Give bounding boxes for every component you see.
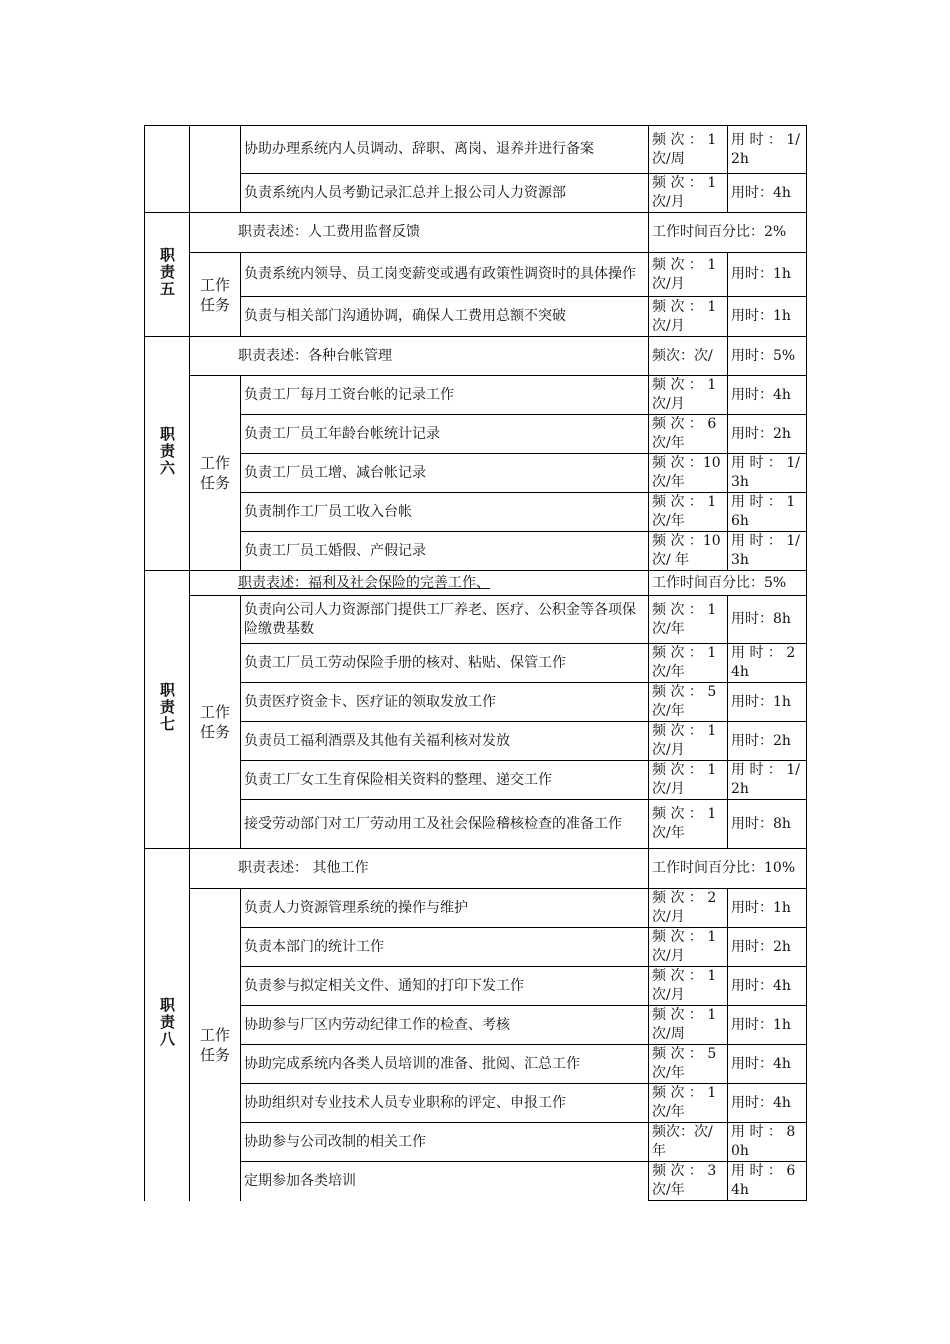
work-task-label	[190, 596, 241, 849]
duty-label-blank	[145, 126, 190, 213]
task-cell: 负责参与拟定相关文件、通知的打印下发工作	[241, 967, 649, 1006]
task-cell: 负责系统内领导、员工岗变薪变或遇有政策性调资时的具体操作	[241, 253, 649, 297]
time-cell: 用时：8h	[728, 596, 807, 644]
task-cell: 负责制作工厂员工收入台帐	[241, 493, 649, 532]
time-cell: 用时：4h	[728, 376, 807, 415]
table-row	[145, 1123, 807, 1162]
time-cell: 用时：4h	[728, 174, 807, 213]
frequency-cell: 频 次 ： 1次/年	[649, 800, 728, 849]
frequency-cell: 频 次 ： 1次/月	[649, 253, 728, 297]
time-cell: 用时：1h	[728, 889, 807, 928]
frequency-cell: 频 次 ： 5次/年	[649, 1045, 728, 1084]
duty-description: 职责表述：各种台帐管理	[190, 337, 649, 376]
table-row	[145, 1084, 807, 1123]
task-cell: 负责工厂员工年龄台帐统计记录	[241, 415, 649, 454]
table-row	[145, 532, 807, 571]
task-cell: 协助参与公司改制的相关工作	[241, 1123, 649, 1162]
work-time-ratio: 工作时间百分比：2%	[649, 213, 807, 253]
time-cell: 用时：1h	[728, 297, 807, 337]
task-cell: 负责系统内人员考勤记录汇总并上报公司人力资源部	[241, 174, 649, 213]
table-row	[145, 967, 807, 1006]
time-cell: 用时：2h	[728, 928, 807, 967]
work-task-label-text: 工作任务	[199, 1025, 230, 1064]
time-cell: 用时：1h	[728, 683, 807, 722]
table-row	[145, 415, 807, 454]
task-cell: 定期参加各类培训	[241, 1162, 649, 1201]
work-time-ratio: 工作时间百分比：10%	[649, 849, 807, 889]
frequency-cell: 频 次 ： 3次/年	[649, 1162, 728, 1201]
time-cell: 用时：1h	[728, 1006, 807, 1045]
frequency-cell: 频 次 ： 1次/月	[649, 928, 728, 967]
table-row	[145, 800, 807, 849]
time-cell: 用 时 ： 64h	[728, 1162, 807, 1201]
task-cell: 负责医疗资金卡、医疗证的领取发放工作	[241, 683, 649, 722]
frequency-cell: 频 次 ： 1次/年	[649, 1084, 728, 1123]
task-cell: 负责工厂女工生育保险相关资料的整理、递交工作	[241, 761, 649, 800]
work-time-ratio: 工作时间百分比：5%	[649, 571, 807, 596]
time-cell: 用 时 ： 1/3h	[728, 532, 807, 571]
time-cell: 用时：8h	[728, 800, 807, 849]
time-cell: 用时：1h	[728, 253, 807, 297]
duty-description: 职责表述：福利及社会保险的完善工作、	[190, 571, 649, 596]
duty-label	[145, 337, 190, 571]
frequency-cell: 频 次 ：10次/ 年	[649, 532, 728, 571]
frequency-cell: 频 次 ： 1次/月	[649, 722, 728, 761]
time-cell: 用 时 ： 80h	[728, 1123, 807, 1162]
duty-time: 用时：5%	[728, 337, 807, 376]
task-cell: 协助组织对专业技术人员专业职称的评定、申报工作	[241, 1084, 649, 1123]
task-cell: 接受劳动部门对工厂劳动用工及社会保险稽核检查的准备工作	[241, 800, 649, 849]
duty-description-row	[145, 849, 807, 889]
task-cell: 负责工厂员工婚假、产假记录	[241, 532, 649, 571]
frequency-cell: 频 次 ： 5次/年	[649, 683, 728, 722]
task-cell: 负责员工福利酒票及其他有关福利核对发放	[241, 722, 649, 761]
time-cell: 用 时 ： 16h	[728, 493, 807, 532]
work-task-label	[190, 253, 241, 337]
table-row	[145, 174, 807, 213]
task-cell: 协助参与厂区内劳动纪律工作的检查、考核	[241, 1006, 649, 1045]
duty-frequency: 频次：次/	[649, 337, 728, 376]
frequency-cell: 频 次 ： 1次/月	[649, 761, 728, 800]
duty-label-text: 职责五	[158, 246, 176, 298]
task-cell: 协助完成系统内各类人员培训的准备、批阅、汇总工作	[241, 1045, 649, 1084]
work-task-label-text: 工作任务	[199, 703, 230, 741]
duty-description: 职责表述：人工费用监督反馈	[190, 213, 649, 253]
table-row	[145, 454, 807, 493]
task-cell: 负责与相关部门沟通协调，确保人工费用总额不突破	[241, 297, 649, 337]
time-cell: 用 时 ： 1/3h	[728, 454, 807, 493]
frequency-cell: 频 次 ： 1次/月	[649, 297, 728, 337]
work-task-label-text: 工作任务	[199, 454, 230, 492]
task-cell: 负责本部门的统计工作	[241, 928, 649, 967]
table-row	[145, 928, 807, 967]
table-row	[145, 493, 807, 532]
table-row	[145, 126, 807, 174]
frequency-cell: 频 次 ： 1次/月	[649, 967, 728, 1006]
frequency-cell: 频 次 ： 1次/年	[649, 493, 728, 532]
frequency-cell: 频 次 ： 1次/月	[649, 174, 728, 213]
frequency-cell: 频 次 ： 1次/周	[649, 126, 728, 174]
time-cell: 用时：4h	[728, 967, 807, 1006]
frequency-cell: 频 次 ： 1次/年	[649, 596, 728, 644]
table-row	[145, 1006, 807, 1045]
work-task-label	[190, 889, 241, 1201]
duty-label	[145, 213, 190, 337]
frequency-cell: 频 次 ： 1次/月	[649, 376, 728, 415]
duty-label-text: 职责八	[158, 996, 176, 1048]
task-cell: 负责工厂每月工资台帐的记录工作	[241, 376, 649, 415]
table-row	[145, 644, 807, 683]
time-cell: 用时：2h	[728, 415, 807, 454]
table-row	[145, 1162, 807, 1201]
duty-label	[145, 571, 190, 849]
table-row	[145, 722, 807, 761]
duty-table	[144, 125, 807, 1201]
task-cell: 负责人力资源管理系统的操作与维护	[241, 889, 649, 928]
duty-description-row	[145, 213, 807, 253]
duty-label	[145, 849, 190, 1201]
frequency-cell: 频 次 ： 1次/周	[649, 1006, 728, 1045]
time-cell: 用 时 ： 1/2h	[728, 761, 807, 800]
frequency-cell: 频 次 ： 2次/月	[649, 889, 728, 928]
duty-label-text: 职责七	[158, 681, 176, 733]
table-row	[145, 1045, 807, 1084]
duty-description-row	[145, 571, 807, 596]
task-cell: 协助办理系统内人员调动、辞职、离岗、退养并进行备案	[241, 126, 649, 174]
duty-description: 职责表述： 其他工作	[190, 849, 649, 889]
frequency-cell: 频 次 ： 1次/年	[649, 644, 728, 683]
table-row	[145, 253, 807, 297]
table-row	[145, 761, 807, 800]
task-cell: 负责工厂员工劳动保险手册的核对、粘贴、保管工作	[241, 644, 649, 683]
table-row	[145, 376, 807, 415]
duty-description-row	[145, 337, 807, 376]
time-cell: 用 时 ： 24h	[728, 644, 807, 683]
table-row	[145, 889, 807, 928]
duty-label-text: 职责六	[158, 425, 176, 477]
table-row	[145, 683, 807, 722]
time-cell: 用时：4h	[728, 1045, 807, 1084]
table-row	[145, 297, 807, 337]
task-cell: 负责工厂员工增、减台帐记录	[241, 454, 649, 493]
work-task-label	[190, 376, 241, 571]
table-row	[145, 596, 807, 644]
work-label-blank	[190, 126, 241, 213]
task-cell: 负责向公司人力资源部门提供工厂养老、医疗、公积金等各项保险缴费基数	[241, 596, 649, 644]
frequency-cell: 频 次 ：10次/年	[649, 454, 728, 493]
frequency-cell: 频 次 ： 6次/年	[649, 415, 728, 454]
work-task-label-text: 工作任务	[199, 275, 230, 314]
time-cell: 用时：2h	[728, 722, 807, 761]
time-cell: 用时：4h	[728, 1084, 807, 1123]
time-cell: 用 时 ： 1/2h	[728, 126, 807, 174]
frequency-cell: 频次：次/年	[649, 1123, 728, 1162]
